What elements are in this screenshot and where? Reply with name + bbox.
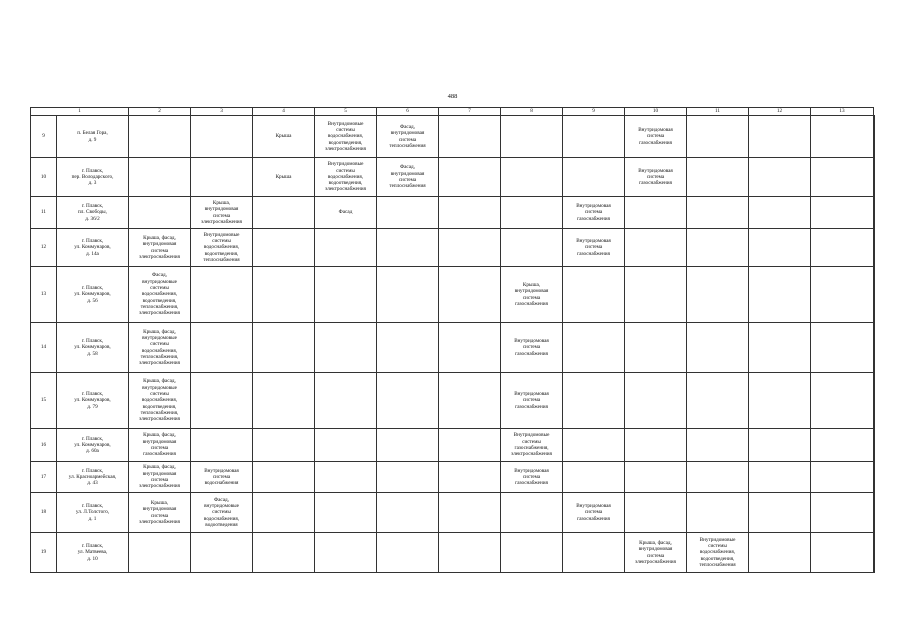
empty-cell — [874, 267, 875, 323]
work-cell: Крыша — [253, 158, 315, 197]
work-cell — [811, 533, 874, 573]
work-cell — [687, 323, 749, 373]
work-cell: Крыша, фасад, внутридомовая система электроснабжения — [129, 229, 191, 267]
empty-cell — [874, 533, 875, 573]
empty-cell — [874, 229, 875, 267]
table-row — [31, 373, 875, 429]
work-cell — [811, 373, 874, 429]
column-header-8: 8 — [501, 108, 563, 116]
table-row — [31, 462, 875, 493]
work-cell — [439, 373, 501, 429]
work-cell — [625, 229, 687, 267]
work-cell: Крыша, внутридомовая система электроснабжения — [129, 493, 191, 533]
column-header-1: 1 — [31, 108, 129, 116]
work-cell: Крыша, внутридомовая система газоснабжения — [501, 267, 563, 323]
row-number-cell: 19 — [31, 533, 57, 573]
work-cell — [625, 267, 687, 323]
work-cell: Внутридомовые системы водоснабжения, водоотведения, электроснабжения — [315, 116, 377, 158]
work-cell — [439, 462, 501, 493]
column-header-12: 12 — [749, 108, 811, 116]
work-cell: Фасад — [315, 197, 377, 229]
work-cell — [811, 323, 874, 373]
work-cell: Фасад, внутридомовые системы водоснабжения, водоотведения — [191, 493, 253, 533]
work-cell — [377, 267, 439, 323]
work-cell — [749, 462, 811, 493]
work-cell — [563, 116, 625, 158]
address-cell: г. Плавск, ул. Матвеева, д. 10 — [57, 533, 129, 573]
work-cell — [253, 493, 315, 533]
work-cell — [377, 462, 439, 493]
work-cell: Внутридомовая система газоснабжения — [563, 493, 625, 533]
work-cell — [811, 197, 874, 229]
address-cell: г. Плавск, ул. Коммунаров, д. 58 — [57, 323, 129, 373]
work-cell — [129, 533, 191, 573]
work-cell: Внутридомовая система газоснабжения — [625, 116, 687, 158]
work-cell: Фасад, внутридомовая система теплоснабжения — [377, 158, 439, 197]
work-cell — [749, 158, 811, 197]
empty-cell — [874, 429, 875, 462]
address-cell: г. Плавск, ул. Коммунаров, д. 79 — [57, 373, 129, 429]
address-cell: г. Плавск, ул. Коммунаров, д. 56 — [57, 267, 129, 323]
work-cell — [687, 462, 749, 493]
work-cell — [377, 429, 439, 462]
work-cell — [253, 267, 315, 323]
work-cell — [687, 158, 749, 197]
work-cell — [687, 493, 749, 533]
empty-cell — [874, 116, 875, 158]
work-cell — [439, 197, 501, 229]
work-cell: Внутридомовая система водоснабжения — [191, 462, 253, 493]
table-row — [31, 229, 875, 267]
work-cell — [625, 323, 687, 373]
work-cell: Фасад, внутридомовые системы водоснабжения, водоотведения, теплоснабжения, электроснабжения — [129, 267, 191, 323]
work-cell — [377, 323, 439, 373]
work-cell — [129, 197, 191, 229]
work-cell — [377, 493, 439, 533]
row-number-cell: 11 — [31, 197, 57, 229]
table-row — [31, 323, 875, 373]
schedule-table — [30, 107, 875, 573]
work-cell — [439, 229, 501, 267]
work-cell — [253, 373, 315, 429]
work-cell: Внутридомовые системы водоснабжения, водоотведения, теплоснабжения — [191, 229, 253, 267]
column-header-5: 5 — [315, 108, 377, 116]
column-header-6: 6 — [377, 108, 439, 116]
work-cell — [749, 116, 811, 158]
work-cell: Крыша, фасад, внутридомовые системы водоснабжения, водоотведения, теплоснабжения, электроснабжения — [129, 373, 191, 429]
work-cell — [191, 267, 253, 323]
row-number-cell: 16 — [31, 429, 57, 462]
row-number-cell: 12 — [31, 229, 57, 267]
work-cell — [129, 158, 191, 197]
table-row — [31, 493, 875, 533]
work-cell — [625, 429, 687, 462]
work-cell — [811, 429, 874, 462]
work-cell — [191, 116, 253, 158]
work-cell: Внутридомовая система газоснабжения — [501, 373, 563, 429]
work-cell — [749, 429, 811, 462]
work-cell: Внутридомовая система газоснабжения — [563, 229, 625, 267]
work-cell — [501, 116, 563, 158]
column-header-4: 4 — [253, 108, 315, 116]
row-number-cell: 15 — [31, 373, 57, 429]
work-cell — [191, 429, 253, 462]
work-cell — [563, 158, 625, 197]
work-cell — [563, 267, 625, 323]
work-cell — [563, 429, 625, 462]
work-cell — [377, 229, 439, 267]
column-header-7: 7 — [439, 108, 501, 116]
work-cell — [749, 323, 811, 373]
work-cell — [625, 493, 687, 533]
work-cell — [625, 373, 687, 429]
column-header-11: 11 — [687, 108, 749, 116]
work-cell — [315, 373, 377, 429]
work-cell: Внутридомовые системы водоснабжения, водоотведения, электроснабжения — [315, 158, 377, 197]
work-cell — [687, 373, 749, 429]
column-header-13: 13 — [811, 108, 874, 116]
work-cell — [253, 323, 315, 373]
work-cell: Крыша, фасад, внутридомовая система электроснабжения — [129, 462, 191, 493]
work-cell — [811, 267, 874, 323]
empty-cell — [874, 197, 875, 229]
work-cell — [377, 373, 439, 429]
work-cell — [687, 267, 749, 323]
work-cell — [749, 229, 811, 267]
work-cell — [687, 429, 749, 462]
work-cell: Внутридомовая система газоснабжения — [563, 197, 625, 229]
empty-cell — [874, 323, 875, 373]
work-cell — [315, 493, 377, 533]
page-number: 488 — [447, 93, 458, 100]
work-cell: Крыша — [253, 116, 315, 158]
work-cell — [811, 462, 874, 493]
work-cell — [439, 116, 501, 158]
work-cell — [625, 197, 687, 229]
work-cell — [377, 197, 439, 229]
empty-cell — [874, 373, 875, 429]
work-cell — [253, 197, 315, 229]
work-cell — [377, 533, 439, 573]
work-cell — [191, 323, 253, 373]
work-cell: Крыша, фасад, внутридомовые системы водоснабжения, теплоснабжения, электроснабжения — [129, 323, 191, 373]
work-cell — [253, 462, 315, 493]
work-cell — [439, 323, 501, 373]
table-row — [31, 267, 875, 323]
address-cell: г. Плавск, ул. Л.Толстого, д. 1 — [57, 493, 129, 533]
work-cell — [439, 493, 501, 533]
table-row — [31, 116, 875, 158]
work-cell — [563, 323, 625, 373]
address-cell: г. Плавск, пер. Володарского, д. 3 — [57, 158, 129, 197]
column-header-3: 3 — [191, 108, 253, 116]
work-cell — [749, 493, 811, 533]
work-cell — [439, 158, 501, 197]
work-cell — [315, 533, 377, 573]
work-cell: Внутридомовая система газоснабжения — [501, 462, 563, 493]
work-cell — [253, 429, 315, 462]
work-cell — [563, 373, 625, 429]
work-cell — [501, 197, 563, 229]
work-cell — [315, 462, 377, 493]
work-cell — [687, 116, 749, 158]
work-cell — [563, 462, 625, 493]
work-cell: Фасад, внутридомовая система теплоснабжения — [377, 116, 439, 158]
empty-cell — [874, 493, 875, 533]
work-cell — [687, 197, 749, 229]
work-cell: Внутридомовая система газоснабжения — [501, 323, 563, 373]
header-row — [31, 108, 875, 116]
work-cell: Внутридомовая система газоснабжения — [625, 158, 687, 197]
address-cell: г. Плавск, ул. Коммунаров, д. 60а — [57, 429, 129, 462]
row-number-cell: 9 — [31, 116, 57, 158]
work-cell — [811, 493, 874, 533]
work-cell — [129, 116, 191, 158]
work-cell — [315, 229, 377, 267]
row-number-cell: 17 — [31, 462, 57, 493]
work-cell — [811, 229, 874, 267]
work-cell — [315, 323, 377, 373]
work-cell: Крыша, фасад, внутридомовая система газоснабжения — [129, 429, 191, 462]
work-cell — [315, 267, 377, 323]
work-cell — [563, 533, 625, 573]
column-header-2: 2 — [129, 108, 191, 116]
address-cell: г. Плавск, ул. Коммунаров, д. 14а — [57, 229, 129, 267]
table-row — [31, 429, 875, 462]
address-cell: г. Плавск, ул. Красноармейская, д. 43 — [57, 462, 129, 493]
work-cell — [749, 373, 811, 429]
work-cell — [749, 533, 811, 573]
work-cell — [191, 373, 253, 429]
address-cell: п. Белая Гора, д. 9 — [57, 116, 129, 158]
column-header-10: 10 — [625, 108, 687, 116]
work-cell — [253, 229, 315, 267]
work-cell — [439, 267, 501, 323]
work-cell — [501, 533, 563, 573]
work-cell — [191, 158, 253, 197]
row-number-cell: 13 — [31, 267, 57, 323]
work-cell — [191, 533, 253, 573]
work-cell — [439, 533, 501, 573]
table-row — [31, 197, 875, 229]
work-cell — [687, 229, 749, 267]
row-number-cell: 10 — [31, 158, 57, 197]
work-cell — [625, 462, 687, 493]
work-cell — [501, 229, 563, 267]
work-cell — [253, 533, 315, 573]
work-cell — [811, 116, 874, 158]
work-cell — [501, 493, 563, 533]
empty-cell — [874, 158, 875, 197]
column-header-9: 9 — [563, 108, 625, 116]
work-cell — [811, 158, 874, 197]
row-number-cell: 14 — [31, 323, 57, 373]
work-cell — [749, 267, 811, 323]
work-cell — [315, 429, 377, 462]
work-cell: Внутридомовые системы водоснабжения, водоотведения, теплоснабжения — [687, 533, 749, 573]
work-cell — [439, 429, 501, 462]
work-cell: Внутридомовые системы газоснабжения, электроснабжения — [501, 429, 563, 462]
empty-cell — [874, 462, 875, 493]
work-cell — [749, 197, 811, 229]
work-cell: Крыша, фасад, внутридомовая система электроснабжения — [625, 533, 687, 573]
row-number-cell: 18 — [31, 493, 57, 533]
work-cell — [501, 158, 563, 197]
address-cell: г. Плавск, пл. Свободы, д. 36/2 — [57, 197, 129, 229]
work-cell: Крыша, внутридомовая система электроснабжения — [191, 197, 253, 229]
table-row — [31, 158, 875, 197]
table-row — [31, 533, 875, 573]
